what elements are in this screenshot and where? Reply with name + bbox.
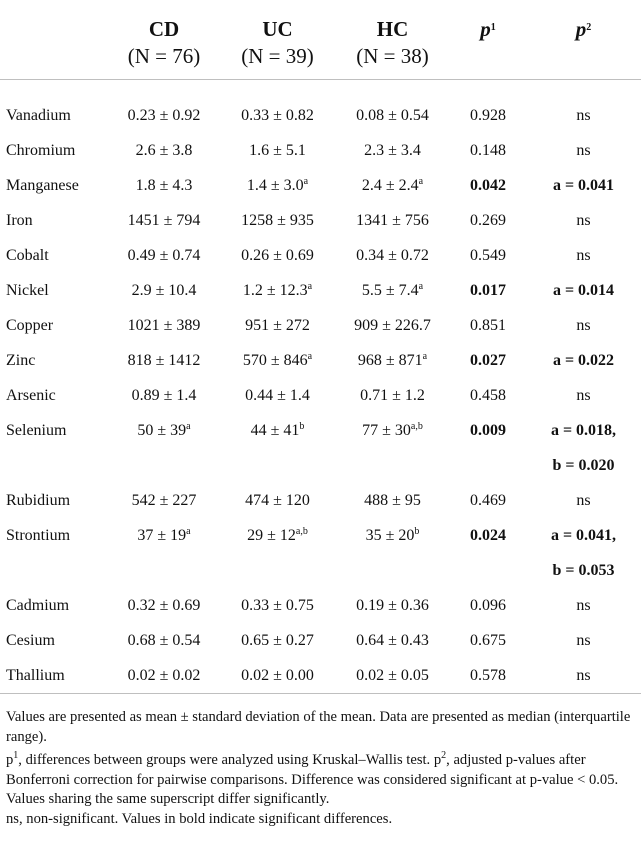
uc-value	[220, 168, 335, 203]
header-blank-2	[0, 43, 108, 80]
hc-value	[335, 238, 450, 273]
element-name	[0, 518, 108, 553]
table-row	[0, 413, 641, 448]
element-name-text: Selenium	[6, 421, 67, 439]
cd-value-text: 0.89 ± 1.4	[131, 386, 197, 404]
p2-value	[526, 623, 641, 658]
hc-value-text: 0.19 ± 0.36	[356, 596, 429, 614]
cd-value	[108, 378, 220, 413]
element-name-text: Iron	[6, 211, 33, 229]
footnote-p2-sup: 2	[441, 750, 447, 761]
uc-value-text: 0.65 ± 0.27	[241, 631, 314, 649]
element-name-text: Copper	[6, 316, 54, 334]
hc-value-text: 0.71 ± 1.2	[360, 386, 425, 404]
cd-value	[108, 623, 220, 658]
cd-value	[108, 98, 220, 133]
p2-value	[526, 238, 641, 273]
p2-value-text: ns	[576, 316, 591, 334]
element-name-text: Nickel	[6, 281, 49, 299]
uc-value-text: 570 ± 846	[242, 351, 308, 369]
p2-value-text: a = 0.022	[552, 351, 615, 369]
uc-value-text: 1258 ± 935	[241, 211, 314, 229]
element-name	[0, 413, 108, 448]
p1-value	[450, 273, 526, 308]
cd-value	[108, 203, 220, 238]
element-name	[0, 483, 108, 518]
p1-value-text: 0.269	[470, 211, 506, 229]
cd-value-text: 0.23 ± 0.92	[127, 106, 201, 124]
element-name	[0, 343, 108, 378]
p1-value	[450, 588, 526, 623]
empty-cell	[450, 448, 526, 483]
uc-value-sup: a	[307, 280, 313, 292]
table-row	[0, 623, 641, 658]
hc-value-text: 0.64 ± 0.43	[356, 631, 429, 649]
element-name-text: Thallium	[6, 666, 65, 684]
element-name	[0, 378, 108, 413]
hc-value-text: 5.5 ± 7.4	[361, 281, 419, 299]
header-blank-4	[526, 43, 641, 80]
table-row-continuation	[0, 553, 641, 588]
cd-value-text: 0.68 ± 0.54	[127, 631, 201, 649]
p2-value	[526, 203, 641, 238]
header-uc-n: (N = 39)	[220, 43, 335, 80]
cd-value	[108, 518, 220, 553]
cd-value	[108, 658, 220, 694]
hc-value	[335, 168, 450, 203]
header-blank-3	[450, 43, 526, 80]
table-row	[0, 133, 641, 168]
empty-cell	[335, 448, 450, 483]
p2-value-text: a = 0.041	[552, 176, 615, 194]
p2-value-text: a = 0.018,	[550, 421, 617, 439]
hc-value-text: 35 ± 20	[365, 526, 415, 544]
element-name-text: Cesium	[6, 631, 55, 649]
p2-value	[526, 413, 641, 448]
p1-value-text: 0.578	[470, 666, 506, 684]
empty-cell	[220, 553, 335, 588]
p2-value-line2: b = 0.020	[552, 456, 615, 474]
cd-value-text: 1451 ± 794	[127, 211, 201, 229]
table-footnotes	[6, 708, 634, 833]
p1-value	[450, 623, 526, 658]
hc-value	[335, 343, 450, 378]
p1-value	[450, 658, 526, 694]
footnote-p2-mark: p	[433, 752, 442, 768]
p1-value-text: 0.549	[470, 246, 506, 264]
hc-value	[335, 308, 450, 343]
hc-value	[335, 273, 450, 308]
p1-value	[450, 168, 526, 203]
p1-value-text: 0.458	[470, 386, 506, 404]
element-name-text: Vanadium	[6, 106, 71, 124]
cd-value-text: 2.9 ± 10.4	[131, 281, 197, 299]
empty-cell	[108, 448, 220, 483]
p1-value-text: 0.851	[470, 316, 506, 334]
element-name	[0, 133, 108, 168]
element-name	[0, 168, 108, 203]
footnote-p1-text: , differences between groups were analyzed using Kruskal–Wallis test.	[18, 752, 434, 768]
p1-value	[450, 343, 526, 378]
uc-value-text: 1.4 ± 3.0	[246, 176, 304, 194]
hc-value-text: 77 ± 30	[362, 421, 411, 439]
hc-value	[335, 413, 450, 448]
cd-value-text: 1.8 ± 4.3	[135, 176, 193, 194]
hc-value	[335, 98, 450, 133]
footnote-p1-mark: p	[6, 752, 14, 768]
uc-value	[220, 413, 335, 448]
cd-value-text: 818 ± 1412	[127, 351, 201, 369]
element-name-text: Arsenic	[6, 386, 56, 404]
empty-cell	[108, 553, 220, 588]
header-p1	[450, 0, 526, 43]
table-row	[0, 203, 641, 238]
p2-value-text: ns	[576, 141, 591, 159]
hc-value	[335, 483, 450, 518]
hc-value	[335, 623, 450, 658]
p2-value	[526, 658, 641, 694]
p2-value-text: ns	[576, 491, 591, 509]
p2-value	[526, 518, 641, 553]
element-name-text: Cadmium	[6, 596, 70, 614]
cd-value	[108, 238, 220, 273]
uc-value-text: 0.33 ± 0.82	[241, 106, 314, 124]
header-hc: HC	[376, 17, 409, 41]
cd-value-text: 50 ± 39	[137, 421, 187, 439]
hc-value-text: 0.08 ± 0.54	[356, 106, 429, 124]
p2-value-text: ns	[576, 386, 591, 404]
cd-value	[108, 273, 220, 308]
element-name-text: Manganese	[6, 176, 79, 194]
cd-value-text: 542 ± 227	[131, 491, 197, 509]
element-name	[0, 623, 108, 658]
p2-value-text: ns	[576, 106, 591, 124]
p2-value	[526, 168, 641, 203]
uc-value	[220, 98, 335, 133]
p1-value-text: 0.017	[470, 281, 506, 299]
table-row	[0, 308, 641, 343]
cd-value-sup: a	[186, 525, 191, 537]
hc-value-text: 0.34 ± 0.72	[356, 246, 429, 264]
hc-value-sup: a	[418, 175, 424, 187]
hc-value-sup: a,b	[410, 420, 423, 432]
cd-value-text: 0.49 ± 0.74	[127, 246, 201, 264]
p1-value-text: 0.928	[470, 106, 506, 124]
hc-value	[335, 658, 450, 694]
header-p2-label: p	[575, 17, 587, 41]
cd-value	[108, 168, 220, 203]
element-name-text: Cobalt	[6, 246, 49, 264]
uc-value-text: 0.44 ± 1.4	[245, 386, 310, 404]
uc-value	[220, 308, 335, 343]
cd-value-text: 0.32 ± 0.69	[127, 596, 201, 614]
hc-value-sup: a	[422, 350, 428, 362]
p1-value-text: 0.024	[470, 526, 506, 544]
element-name	[0, 203, 108, 238]
p2-value-text: ns	[576, 246, 591, 264]
p1-value	[450, 203, 526, 238]
p2-value-text: ns	[576, 211, 591, 229]
table-row	[0, 588, 641, 623]
uc-value	[220, 203, 335, 238]
element-name-text: Rubidium	[6, 491, 71, 509]
p2-value-line2: b = 0.053	[552, 561, 615, 579]
uc-value-text: 0.02 ± 0.00	[241, 666, 314, 684]
p2-value-text: ns	[576, 596, 591, 614]
hc-value-sup: a	[418, 280, 424, 292]
p1-value	[450, 238, 526, 273]
p2-value	[526, 483, 641, 518]
p1-value-text: 0.042	[470, 176, 506, 194]
hc-value-sup: b	[414, 525, 420, 537]
p2-value	[526, 273, 641, 308]
table-row	[0, 483, 641, 518]
hc-value-text: 2.4 ± 2.4	[361, 176, 419, 194]
cd-value-text: 2.6 ± 3.8	[135, 141, 193, 159]
p2-value	[526, 343, 641, 378]
uc-value-sup: a	[303, 175, 309, 187]
element-name	[0, 98, 108, 133]
header-p1-label: p	[480, 17, 491, 41]
uc-value-text: 1.2 ± 12.3	[242, 281, 308, 299]
uc-value-sup: a	[307, 350, 313, 362]
hc-value-text: 968 ± 871	[357, 351, 423, 369]
hc-value	[335, 378, 450, 413]
hc-value-text: 909 ± 226.7	[354, 316, 431, 334]
footnote-p1-sup: 1	[13, 750, 19, 761]
uc-value	[220, 658, 335, 694]
header-cd: CD	[148, 17, 180, 41]
footnote-values: Values are presented as mean ± standard deviation of the mean. Data are presented as median (interquartile range).	[6, 709, 631, 745]
empty-cell	[450, 553, 526, 588]
p1-value	[450, 133, 526, 168]
table-row	[0, 238, 641, 273]
header-p1-sup: 1	[490, 22, 496, 33]
footnote-ns: ns, non-significant. Values in bold indicate significant differences.	[6, 810, 393, 827]
element-name	[0, 273, 108, 308]
p2-value	[526, 98, 641, 133]
hc-value	[335, 518, 450, 553]
uc-value-text: 474 ± 120	[245, 491, 310, 509]
cd-value	[108, 588, 220, 623]
uc-value	[220, 518, 335, 553]
hc-value-text: 2.3 ± 3.4	[364, 141, 421, 159]
table-row-continuation	[0, 448, 641, 483]
uc-value	[220, 238, 335, 273]
uc-value-text: 1.6 ± 5.1	[249, 141, 306, 159]
p2-value	[526, 133, 641, 168]
cd-value	[108, 133, 220, 168]
p1-value	[450, 413, 526, 448]
header-uc: UC	[262, 17, 293, 41]
header-p2	[526, 0, 641, 43]
cd-value	[108, 343, 220, 378]
element-name-text: Zinc	[6, 351, 36, 369]
p1-value	[450, 518, 526, 553]
cd-value-text: 37 ± 19	[137, 526, 187, 544]
p1-value-text: 0.469	[470, 491, 506, 509]
table-row	[0, 168, 641, 203]
uc-value-text: 29 ± 12	[247, 526, 296, 544]
uc-value-sup: b	[299, 420, 305, 432]
p2-value	[526, 588, 641, 623]
element-name-text: Strontium	[6, 526, 71, 544]
hc-value	[335, 203, 450, 238]
hc-value	[335, 588, 450, 623]
empty-cell	[0, 553, 108, 588]
p1-value-text: 0.027	[470, 351, 506, 369]
table-row	[0, 98, 641, 133]
header-cd-n: (N = 76)	[108, 43, 220, 80]
p2-value-text: ns	[576, 631, 591, 649]
table-row	[0, 378, 641, 413]
header-hc-n: (N = 38)	[335, 43, 450, 80]
hc-value-text: 0.02 ± 0.05	[356, 666, 429, 684]
uc-value	[220, 623, 335, 658]
empty-cell	[0, 448, 108, 483]
p2-value-text: a = 0.041,	[550, 526, 617, 544]
table-body	[0, 80, 641, 694]
element-name	[0, 658, 108, 694]
element-name	[0, 588, 108, 623]
uc-value-text: 0.33 ± 0.75	[241, 596, 314, 614]
table-row	[0, 658, 641, 694]
empty-cell	[335, 553, 450, 588]
element-name	[0, 308, 108, 343]
uc-value-text: 951 ± 272	[245, 316, 310, 334]
cd-value	[108, 483, 220, 518]
hc-value-text: 488 ± 95	[364, 491, 421, 509]
uc-value	[220, 273, 335, 308]
uc-value-text: 44 ± 41	[250, 421, 300, 439]
table-row	[0, 273, 641, 308]
p2-value-text: a = 0.014	[552, 281, 615, 299]
p1-value	[450, 308, 526, 343]
header-blank	[0, 0, 108, 43]
element-name	[0, 238, 108, 273]
cd-value-sup: a	[186, 420, 191, 432]
table-row	[0, 518, 641, 553]
uc-value	[220, 343, 335, 378]
p1-value	[450, 378, 526, 413]
footnote-pvalues	[6, 751, 634, 810]
cd-value-text: 0.02 ± 0.02	[127, 666, 201, 684]
p2-value	[526, 378, 641, 413]
p1-value	[450, 483, 526, 518]
uc-value	[220, 483, 335, 518]
p2-value	[526, 308, 641, 343]
cd-value	[108, 413, 220, 448]
table-header	[0, 0, 641, 80]
header-p2-sup: 2	[586, 22, 592, 33]
footnote-p2-text: , adjusted p-values after Bonferroni correction for pairwise comparisons. Difference was considered significant at p-value < 0.05. Values sharing the same superscript differ significantly.	[6, 752, 619, 807]
p1-value-text: 0.675	[470, 631, 506, 649]
uc-value	[220, 133, 335, 168]
hc-value-text: 1341 ± 756	[356, 211, 429, 229]
empty-cell	[220, 448, 335, 483]
p1-value-text: 0.009	[470, 421, 506, 439]
uc-value	[220, 588, 335, 623]
p1-value-text: 0.148	[470, 141, 506, 159]
p2-value-text: ns	[576, 666, 591, 684]
p1-value	[450, 98, 526, 133]
hc-value	[335, 133, 450, 168]
cd-value-text: 1021 ± 389	[127, 316, 201, 334]
table-row	[0, 343, 641, 378]
p1-value-text: 0.096	[470, 596, 506, 614]
uc-value-text: 0.26 ± 0.69	[241, 246, 314, 264]
element-name-text: Chromium	[6, 141, 76, 159]
cd-value	[108, 308, 220, 343]
uc-value	[220, 378, 335, 413]
uc-value-sup: a,b	[295, 525, 308, 537]
